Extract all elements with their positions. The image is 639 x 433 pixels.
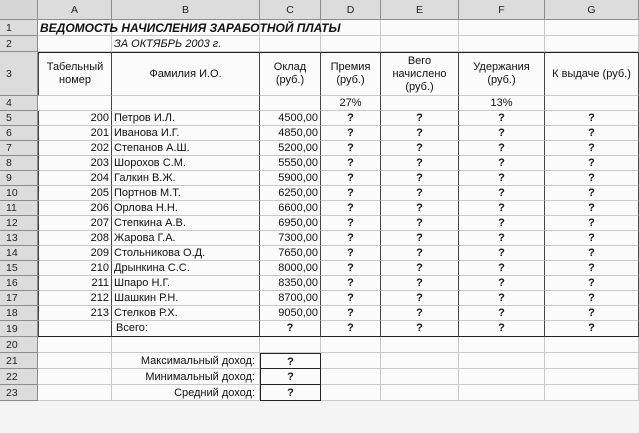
calc-placeholder[interactable]: ?: [321, 141, 381, 156]
sheet-title: ВЕДОМОСТЬ НАЧИСЛЕНИЯ ЗАРАБОТНОЙ ПЛАТЫ: [38, 20, 639, 36]
row-header-21[interactable]: 21: [0, 353, 38, 369]
calc-placeholder[interactable]: ?: [459, 246, 545, 261]
calc-placeholder[interactable]: ?: [545, 141, 639, 156]
calc-placeholder[interactable]: ?: [545, 231, 639, 246]
employee-id[interactable]: 209: [38, 246, 112, 261]
calc-placeholder[interactable]: ?: [545, 156, 639, 171]
calc-placeholder[interactable]: ?: [459, 171, 545, 186]
employee-id[interactable]: 201: [38, 126, 112, 141]
cell-c20[interactable]: [260, 337, 321, 353]
column-header-c[interactable]: C: [260, 0, 321, 20]
employee-salary[interactable]: 6950,00: [260, 216, 321, 231]
cell-a22[interactable]: [38, 369, 112, 385]
total-placeholder[interactable]: ?: [381, 321, 459, 337]
column-header-g[interactable]: G: [545, 0, 639, 20]
table-header-4: Премия (руб.): [321, 52, 381, 96]
row-header-15[interactable]: 15: [0, 261, 38, 276]
deduction-rate[interactable]: 13%: [459, 96, 545, 111]
cell-e23[interactable]: [381, 385, 459, 401]
calc-placeholder[interactable]: ?: [381, 261, 459, 276]
table-header-6: Удержания (руб.): [459, 52, 545, 96]
calc-placeholder[interactable]: ?: [545, 126, 639, 141]
calc-placeholder[interactable]: ?: [459, 111, 545, 126]
cell-g20[interactable]: [545, 337, 639, 353]
calc-placeholder[interactable]: ?: [545, 306, 639, 321]
calc-placeholder[interactable]: ?: [459, 126, 545, 141]
employee-salary[interactable]: 4850,00: [260, 126, 321, 141]
row-header-13[interactable]: 13: [0, 231, 38, 246]
column-header-f[interactable]: F: [459, 0, 545, 20]
calc-placeholder[interactable]: ?: [321, 111, 381, 126]
calc-placeholder[interactable]: ?: [459, 231, 545, 246]
calc-placeholder[interactable]: ?: [381, 156, 459, 171]
employee-salary[interactable]: 5900,00: [260, 171, 321, 186]
calc-placeholder[interactable]: ?: [381, 201, 459, 216]
table-header-5: Вего начислено (руб.): [381, 52, 459, 96]
calc-placeholder[interactable]: ?: [545, 171, 639, 186]
cell-d21[interactable]: [321, 353, 381, 369]
calc-placeholder[interactable]: ?: [545, 276, 639, 291]
cell-e21[interactable]: [381, 353, 459, 369]
calc-placeholder[interactable]: ?: [381, 231, 459, 246]
rate-row-cell[interactable]: [38, 96, 112, 111]
row-header-6[interactable]: 6: [0, 126, 38, 141]
employee-salary[interactable]: 5200,00: [260, 141, 321, 156]
calc-placeholder[interactable]: ?: [381, 141, 459, 156]
cell-g23[interactable]: [545, 385, 639, 401]
employee-name[interactable]: Портнов М.Т.: [112, 186, 260, 201]
employee-name[interactable]: Стольникова О.Д.: [112, 246, 260, 261]
total-row-a[interactable]: [38, 321, 112, 337]
calc-placeholder[interactable]: ?: [381, 246, 459, 261]
calc-placeholder[interactable]: ?: [321, 231, 381, 246]
employee-name[interactable]: Жарова Г.А.: [112, 231, 260, 246]
calc-placeholder[interactable]: ?: [381, 306, 459, 321]
summary-label: Средний доход:: [112, 385, 260, 401]
row-header-3[interactable]: 3: [0, 52, 38, 96]
employee-id[interactable]: 205: [38, 186, 112, 201]
rate-row-cell[interactable]: [112, 96, 260, 111]
employee-salary[interactable]: 9050,00: [260, 306, 321, 321]
summary-label: Минимальный доход:: [112, 369, 260, 385]
row-header-14[interactable]: 14: [0, 246, 38, 261]
calc-placeholder[interactable]: ?: [545, 186, 639, 201]
cell-f23[interactable]: [459, 385, 545, 401]
employee-name[interactable]: Орлова Н.Н.: [112, 201, 260, 216]
calc-placeholder[interactable]: ?: [545, 111, 639, 126]
cell-e22[interactable]: [381, 369, 459, 385]
employee-salary[interactable]: 8350,00: [260, 276, 321, 291]
calc-placeholder[interactable]: ?: [459, 291, 545, 306]
calc-placeholder[interactable]: ?: [321, 216, 381, 231]
table-header-3: Оклад (руб.): [260, 52, 321, 96]
row-header-4[interactable]: 4: [0, 96, 38, 111]
cell-e2[interactable]: [381, 36, 459, 52]
employee-id[interactable]: 212: [38, 291, 112, 306]
table-header-1: Табельный номер: [38, 52, 112, 96]
cell-f2[interactable]: [459, 36, 545, 52]
calc-placeholder[interactable]: ?: [321, 246, 381, 261]
calc-placeholder[interactable]: ?: [381, 186, 459, 201]
calc-placeholder[interactable]: ?: [321, 201, 381, 216]
calc-placeholder[interactable]: ?: [321, 186, 381, 201]
cell-a2[interactable]: [38, 36, 112, 52]
calc-placeholder[interactable]: ?: [381, 171, 459, 186]
cell-f22[interactable]: [459, 369, 545, 385]
row-header-2[interactable]: 2: [0, 36, 38, 52]
employee-salary[interactable]: 6600,00: [260, 201, 321, 216]
cell-a20[interactable]: [38, 337, 112, 353]
calc-placeholder[interactable]: ?: [321, 276, 381, 291]
summary-value[interactable]: ?: [260, 353, 321, 369]
calc-placeholder[interactable]: ?: [545, 246, 639, 261]
row-header-8[interactable]: 8: [0, 156, 38, 171]
row-header-11[interactable]: 11: [0, 201, 38, 216]
calc-placeholder[interactable]: ?: [459, 186, 545, 201]
row-header-12[interactable]: 12: [0, 216, 38, 231]
employee-salary[interactable]: 8700,00: [260, 291, 321, 306]
cell-e20[interactable]: [381, 337, 459, 353]
employee-salary[interactable]: 7650,00: [260, 246, 321, 261]
employee-name[interactable]: Шорохов С.М.: [112, 156, 260, 171]
total-placeholder[interactable]: ?: [459, 321, 545, 337]
employee-name[interactable]: Степкина А.В.: [112, 216, 260, 231]
calc-placeholder[interactable]: ?: [459, 306, 545, 321]
rate-row-cell[interactable]: [545, 96, 639, 111]
calc-placeholder[interactable]: ?: [459, 141, 545, 156]
employee-id[interactable]: 206: [38, 201, 112, 216]
calc-placeholder[interactable]: ?: [545, 216, 639, 231]
column-header-b[interactable]: B: [112, 0, 260, 20]
table-header-7: К выдаче (руб.): [545, 52, 639, 96]
cell-f21[interactable]: [459, 353, 545, 369]
employee-id[interactable]: 210: [38, 261, 112, 276]
summary-label: Максимальный доход:: [112, 353, 260, 369]
row-header-1[interactable]: 1: [0, 20, 38, 36]
row-header-20[interactable]: 20: [0, 337, 38, 353]
cell-d20[interactable]: [321, 337, 381, 353]
row-header-22[interactable]: 22: [0, 369, 38, 385]
summary-value[interactable]: ?: [260, 385, 321, 401]
rate-row-cell[interactable]: [260, 96, 321, 111]
calc-placeholder[interactable]: ?: [381, 291, 459, 306]
column-header-d[interactable]: D: [321, 0, 381, 20]
premium-rate[interactable]: 27%: [321, 96, 381, 111]
total-placeholder[interactable]: ?: [260, 321, 321, 337]
calc-placeholder[interactable]: ?: [321, 306, 381, 321]
calc-placeholder[interactable]: ?: [381, 276, 459, 291]
calc-placeholder[interactable]: ?: [545, 201, 639, 216]
calc-placeholder[interactable]: ?: [545, 291, 639, 306]
calc-placeholder[interactable]: ?: [459, 201, 545, 216]
row-header-5[interactable]: 5: [0, 111, 38, 126]
employee-name[interactable]: Иванова И.Г.: [112, 126, 260, 141]
employee-id[interactable]: 202: [38, 141, 112, 156]
employee-salary[interactable]: 7300,00: [260, 231, 321, 246]
employee-id[interactable]: 203: [38, 156, 112, 171]
employee-name[interactable]: Шашкин Р.Н.: [112, 291, 260, 306]
calc-placeholder[interactable]: ?: [459, 261, 545, 276]
employee-salary[interactable]: 8000,00: [260, 261, 321, 276]
employee-name[interactable]: Дрынкина С.С.: [112, 261, 260, 276]
select-all-corner[interactable]: [0, 0, 38, 20]
column-header-a[interactable]: A: [38, 0, 112, 20]
row-header-23[interactable]: 23: [0, 385, 38, 401]
employee-name[interactable]: Степанов А.Ш.: [112, 141, 260, 156]
total-label: Всего:: [112, 321, 260, 337]
employee-salary[interactable]: 4500,00: [260, 111, 321, 126]
column-header-e[interactable]: E: [381, 0, 459, 20]
employee-id[interactable]: 211: [38, 276, 112, 291]
calc-placeholder[interactable]: ?: [459, 216, 545, 231]
row-header-17[interactable]: 17: [0, 291, 38, 306]
employee-name[interactable]: Галкин В.Ж.: [112, 171, 260, 186]
employee-name[interactable]: Петров И.Л.: [112, 111, 260, 126]
calc-placeholder[interactable]: ?: [381, 111, 459, 126]
employee-id[interactable]: 204: [38, 171, 112, 186]
employee-id[interactable]: 207: [38, 216, 112, 231]
calc-placeholder[interactable]: ?: [459, 156, 545, 171]
total-placeholder[interactable]: ?: [545, 321, 639, 337]
employee-id[interactable]: 208: [38, 231, 112, 246]
cell-a23[interactable]: [38, 385, 112, 401]
row-header-7[interactable]: 7: [0, 141, 38, 156]
calc-placeholder[interactable]: ?: [459, 276, 545, 291]
summary-value[interactable]: ?: [260, 369, 321, 385]
row-header-16[interactable]: 16: [0, 276, 38, 291]
cell-g2[interactable]: [545, 36, 639, 52]
calc-placeholder[interactable]: ?: [321, 291, 381, 306]
calc-placeholder[interactable]: ?: [321, 156, 381, 171]
calc-placeholder[interactable]: ?: [321, 126, 381, 141]
sheet-subtitle: ЗА ОКТЯБРЬ 2003 г.: [112, 36, 321, 52]
employee-name[interactable]: Стелков Р.Х.: [112, 306, 260, 321]
calc-placeholder[interactable]: ?: [381, 216, 459, 231]
calc-placeholder[interactable]: ?: [321, 171, 381, 186]
cell-a21[interactable]: [38, 353, 112, 369]
employee-name[interactable]: Шпаро Н.Г.: [112, 276, 260, 291]
cell-d2[interactable]: [321, 36, 381, 52]
cell-g21[interactable]: [545, 353, 639, 369]
cell-g22[interactable]: [545, 369, 639, 385]
employee-id[interactable]: 213: [38, 306, 112, 321]
rate-row-cell[interactable]: [381, 96, 459, 111]
employee-salary[interactable]: 6250,00: [260, 186, 321, 201]
row-header-9[interactable]: 9: [0, 171, 38, 186]
employee-id[interactable]: 200: [38, 111, 112, 126]
table-header-2: Фамилия И.О.: [112, 52, 260, 96]
employee-salary[interactable]: 5550,00: [260, 156, 321, 171]
total-placeholder[interactable]: ?: [321, 321, 381, 337]
row-header-10[interactable]: 10: [0, 186, 38, 201]
cell-d23[interactable]: [321, 385, 381, 401]
row-header-18[interactable]: 18: [0, 306, 38, 321]
row-header-19[interactable]: 19: [0, 321, 38, 337]
cell-b20[interactable]: [112, 337, 260, 353]
calc-placeholder[interactable]: ?: [381, 126, 459, 141]
calc-placeholder[interactable]: ?: [545, 261, 639, 276]
cell-f20[interactable]: [459, 337, 545, 353]
calc-placeholder[interactable]: ?: [321, 261, 381, 276]
cell-d22[interactable]: [321, 369, 381, 385]
